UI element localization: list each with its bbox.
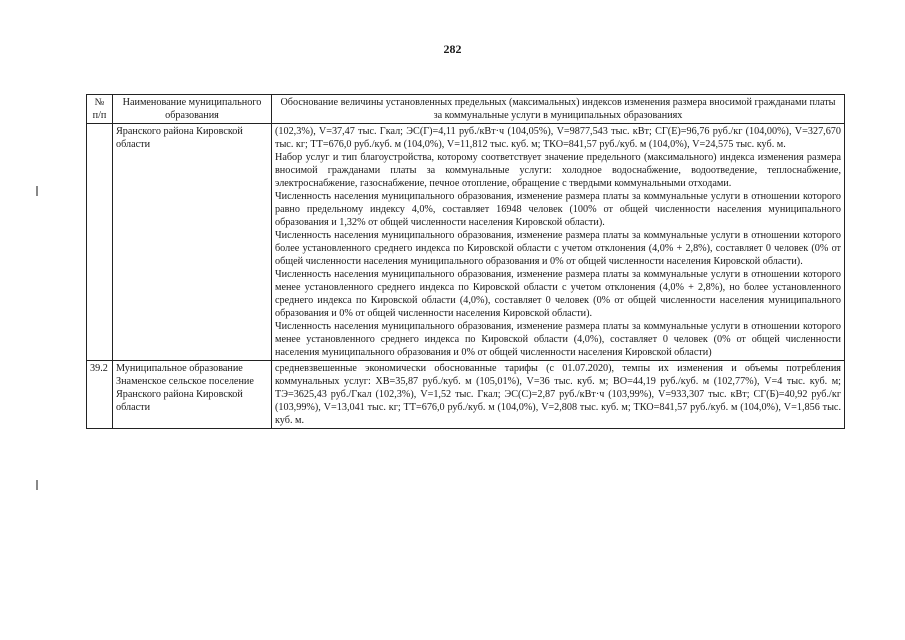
row-name: Яранского района Кировской области — [113, 124, 272, 361]
row-name: Муниципальное образование Знаменское сельское поселение Яранского района Кировской области — [113, 361, 272, 429]
table-row — [87, 361, 845, 429]
header-justification: Обоснование величины установленных предельных (максимальных) индексов изменения размера вносимой гражданами платы за коммунальные услуги в муниципальных образованиях — [272, 95, 845, 124]
row-justification — [272, 361, 845, 429]
row-num — [87, 124, 113, 361]
paragraph: Численность населения муниципального образования, изменение размера платы за коммунальные услуги в отношении которого равно предельному индексу 4,0%, составляет 16948 человек (100% от общей численности населения муниципального образования и 1,32% от общей численности населения Кировской области). — [275, 191, 841, 228]
paragraph: (102,3%), V=37,47 тыс. Гкал; ЭС(Г)=4,11 руб./кВт·ч (104,05%), V=9877,543 тыс. кВт; СГ(Е)=96,76 руб./кг (104,00%), V=327,670 тыс. кг; ТТ=676,0 руб./куб. м (104,0%), V=11,812 тыс. куб. м; ТКО=841,57 руб./куб. м (104,0%), V=24,575 тыс. куб. м. — [275, 126, 841, 150]
paragraph: Набор услуг и тип благоустройства, которому соответствует значение предельного (максимального) индекса изменения размера вносимой гражданами платы за коммунальные услуги: холодное водоснабжение, водоотведение, теплоснабжение, электроснабжение, газоснабжение, печное отопление, обращение с твердыми коммунальными отходами. — [275, 152, 841, 189]
paragraph: средневзвешенные экономически обоснованные тарифы (с 01.07.2020), темпы их изменения и объемы потребления коммунальных услуг: ХВ=35,87 руб./куб. м (105,01%), V=36 тыс. куб. м; ВО=44,19 руб./куб. м (102,77%), V=4 тыс. куб. м; ТЭ=3625,43 руб./Гкал (102,3%), V=1,52 тыс. Гкал; ЭС(С)=2,87 руб./кВт·ч (103,99%), V=933,307 тыс. кВт; СГ(Б)=40,92 руб./кг (103,99%), V=13,041 тыс. кг; ТТ=676,0 руб./куб. м (104,0%), V=2,808 тыс. куб. м; ТКО=841,57 руб./куб. м (104,0%), V=1,856 тыс. куб. м. — [275, 363, 841, 426]
paragraph: Численность населения муниципального образования, изменение размера платы за коммунальные услуги в отношении которого менее установленного среднего индекса по Кировской области (4,0%), составляет 0 человек (0% от общей численности населения муниципального образования и 0% от общей численности населения Кировской области) — [275, 321, 841, 358]
table-header-row — [87, 95, 845, 124]
row-num: 39.2 — [87, 361, 113, 429]
page-number: 282 — [443, 42, 462, 56]
header-num: № п/п — [87, 95, 113, 124]
header-name: Наименование муниципального образования — [113, 95, 272, 124]
table-row — [87, 124, 845, 361]
row-justification — [272, 124, 845, 361]
margin-mark — [36, 186, 38, 196]
paragraph: Численность населения муниципального образования, изменение размера платы за коммунальные услуги в отношении которого менее установленного среднего индекса по Кировской области с учетом отклонения (4,0% + 2,8%), но более установленного среднего индекса по Кировской области (4,0%), составляет 0 человек (0% от общей численности населения муниципального образования и 0% от общей численности населения Кировской области). — [275, 269, 841, 319]
tariff-table — [86, 94, 845, 429]
paragraph: Численность населения муниципального образования, изменение размера платы за коммунальные услуги в отношении которого более установленного среднего индекса по Кировской области с учетом отклонения (4,0% + 2,8%), составляет 0 человек (0% от общей численности населения муниципального образования и 0% от общей численности населения Кировской области). — [275, 230, 841, 267]
margin-mark — [36, 480, 38, 490]
